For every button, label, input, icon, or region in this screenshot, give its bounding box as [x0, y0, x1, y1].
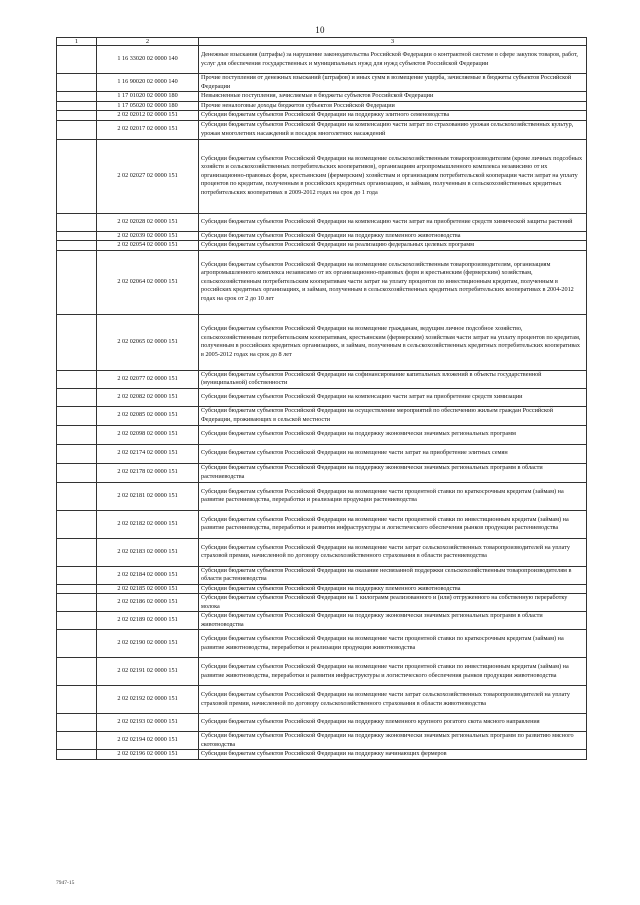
row-empty-cell [57, 566, 97, 584]
description-cell: Субсидии бюджетам субъектов Российской Федерации на возмещение части процентной ставки по инвестиционным кредитам (займам) на развитие растениеводства, переработки и развития инфраструктуры и логистического обеспечения рынков продукции растениеводства [199, 510, 587, 538]
table-row [57, 566, 587, 584]
budget-code-cell: 2 02 02077 02 0000 151 [97, 370, 199, 388]
description-cell: Субсидии бюджетам субъектов Российской Федерации на возмещение части затрат сельскохозяйственных товаропроизводителей на уплату страховой премии, начисленной по договору сельскохозяйственного страхования в области растениеводства [199, 538, 587, 566]
budget-code-cell: 2 02 02192 02 0000 151 [97, 686, 199, 714]
description-cell: Субсидии бюджетам субъектов Российской Федерации на оказание несвязанной поддержки сельскохозяйственным товаропроизводителям в области растениеводства [199, 566, 587, 584]
header-col-1: 1 [57, 38, 97, 46]
budget-code-cell: 2 02 02085 02 0000 151 [97, 406, 199, 425]
row-empty-cell [57, 46, 97, 74]
budget-code-cell: 2 02 02182 02 0000 151 [97, 510, 199, 538]
description-cell: Субсидии бюджетам субъектов Российской Федерации на возмещение части процентной ставки по краткосрочным кредитам (займам) на развитие растениеводства, переработки и реализации продукции растениеводства [199, 482, 587, 510]
row-empty-cell [57, 231, 97, 241]
row-empty-cell [57, 314, 97, 370]
table-row [57, 612, 587, 630]
table-row [57, 314, 587, 370]
budget-code-cell: 2 02 02190 02 0000 151 [97, 630, 199, 658]
budget-code-cell: 2 02 02186 02 0000 151 [97, 594, 199, 612]
row-empty-cell [57, 584, 97, 594]
description-cell: Прочие поступления от денежных взысканий (штрафов) и иных сумм в возмещение ущерба, зачисляемые в бюджеты субъектов Российской Федерации [199, 74, 587, 92]
description-cell: Субсидии бюджетам субъектов Российской Федерации на софинансирование капитальных вложений в объекты государственной (муниципальной) собственности [199, 370, 587, 388]
row-empty-cell [57, 406, 97, 425]
row-empty-cell [57, 241, 97, 251]
budget-code-cell: 2 02 02028 02 0000 151 [97, 213, 199, 231]
budget-code-cell: 2 02 02178 02 0000 151 [97, 463, 199, 482]
row-empty-cell [57, 630, 97, 658]
description-cell: Субсидии бюджетам субъектов Российской Федерации на поддержку элитного семеноводства [199, 111, 587, 121]
document-footer-code: 7947-15 [56, 880, 75, 886]
row-empty-cell [57, 250, 97, 314]
budget-code-cell: 1 17 05020 02 0000 180 [97, 101, 199, 111]
description-cell: Субсидии бюджетам субъектов Российской Федерации на поддержку племенного животноводства [199, 584, 587, 594]
row-empty-cell [57, 92, 97, 102]
row-empty-cell [57, 388, 97, 406]
description-cell: Субсидии бюджетам субъектов Российской Федерации на поддержку экономически значимых региональных программ в области животноводства [199, 612, 587, 630]
description-cell: Прочие неналоговые доходы бюджетов субъектов Российской Федерации [199, 101, 587, 111]
row-empty-cell [57, 612, 97, 630]
description-cell: Невыясненные поступления, зачисляемые в бюджеты субъектов Российской Федерации [199, 92, 587, 102]
description-cell: Субсидии бюджетам субъектов Российской Федерации на компенсацию части затрат по страхованию урожая сельскохозяйственных культур, урожая многолетних насаждений и посадок многолетних насаждений [199, 120, 587, 139]
description-cell: Субсидии бюджетам субъектов Российской Федерации на компенсацию части затрат на приобретение средств химической защиты растений [199, 213, 587, 231]
budget-code-cell: 1 16 33020 02 0000 140 [97, 46, 199, 74]
description-cell: Субсидии бюджетам субъектов Российской Федерации на поддержку начинающих фермеров [199, 750, 587, 760]
description-cell: Субсидии бюджетам субъектов Российской Федерации на поддержку экономически значимых региональных программ в области растениеводства [199, 463, 587, 482]
table-row [57, 658, 587, 686]
table-row [57, 750, 587, 760]
table-row [57, 111, 587, 121]
row-empty-cell [57, 594, 97, 612]
budget-code-cell: 1 16 90020 02 0000 140 [97, 74, 199, 92]
budget-code-cell: 2 02 02174 02 0000 151 [97, 444, 199, 463]
description-cell: Субсидии бюджетам субъектов Российской Федерации на возмещение части затрат на приобретение элитных семян [199, 444, 587, 463]
description-cell: Субсидии бюджетам субъектов Российской Федерации на поддержку племенного животноводства [199, 231, 587, 241]
budget-code-cell: 2 02 02082 02 0000 151 [97, 388, 199, 406]
budget-code-cell: 2 02 02064 02 0000 151 [97, 250, 199, 314]
budget-code-cell: 2 02 02181 02 0000 151 [97, 482, 199, 510]
description-cell: Субсидии бюджетам субъектов Российской Федерации на возмещение части процентной ставки по инвестиционным кредитам (займам) на развитие животноводства, переработки и развития инфраструктуры и логистического обеспечения рынков продукции животноводства [199, 658, 587, 686]
row-empty-cell [57, 425, 97, 444]
budget-code-cell: 2 02 02194 02 0000 151 [97, 732, 199, 750]
row-empty-cell [57, 74, 97, 92]
table-row [57, 594, 587, 612]
budget-code-cell: 2 02 02196 02 0000 151 [97, 750, 199, 760]
row-empty-cell [57, 111, 97, 121]
table-row [57, 250, 587, 314]
table-row [57, 425, 587, 444]
budget-code-cell: 2 02 02189 02 0000 151 [97, 612, 199, 630]
description-cell: Субсидии бюджетам субъектов Российской Федерации на возмещение сельскохозяйственным товаропроизводителям (кроме личных подсобных хозяйств и сельскохозяйственных потребительских кооперативов), организациям агропромышленного комплекса независимо от их организационно-правовых форм, крестьянским (фермерским) хозяйствам и организациям потребительской кооперации части затрат на уплату процентов по кредитам, полученным в российских кредитных организациях, и займам, полученным в сельскохозяйственных кредитных потребительских кооперативах в 2009-2012 годах на срок до 1 года [199, 139, 587, 213]
budget-code-cell: 2 02 02065 02 0000 151 [97, 314, 199, 370]
description-cell: Субсидии бюджетам субъектов Российской Федерации на поддержку экономически значимых региональных программ по развитию мясного скотоводства [199, 732, 587, 750]
row-empty-cell [57, 732, 97, 750]
row-empty-cell [57, 101, 97, 111]
table-row [57, 538, 587, 566]
table-row [57, 370, 587, 388]
budget-code-cell: 2 02 02017 02 0000 151 [97, 120, 199, 139]
budget-code-cell: 2 02 02193 02 0000 151 [97, 714, 199, 732]
table-row [57, 241, 587, 251]
table-row [57, 630, 587, 658]
budget-code-cell: 2 02 02191 02 0000 151 [97, 658, 199, 686]
description-cell: Субсидии бюджетам субъектов Российской Федерации на 1 килограмм реализованного и (или) отгруженного на собственную переработку молока [199, 594, 587, 612]
table-row [57, 101, 587, 111]
table-row [57, 510, 587, 538]
table-row [57, 686, 587, 714]
table-row [57, 714, 587, 732]
page-number: 10 [315, 25, 325, 35]
table-row [57, 46, 587, 74]
row-empty-cell [57, 714, 97, 732]
description-cell: Субсидии бюджетам субъектов Российской Федерации на возмещение части процентной ставки по краткосрочным кредитам (займам) на развитие животноводства, переработки и реализации продукции животноводства [199, 630, 587, 658]
table-row [57, 74, 587, 92]
budget-code-cell: 2 02 02039 02 0000 151 [97, 231, 199, 241]
row-empty-cell [57, 686, 97, 714]
description-cell: Субсидии бюджетам субъектов Российской Федерации на поддержку племенного крупного рогатого скота мясного направления [199, 714, 587, 732]
budget-code-cell: 2 02 02012 02 0000 151 [97, 111, 199, 121]
header-col-3: 3 [199, 38, 587, 46]
budget-code-cell: 2 02 02098 02 0000 151 [97, 425, 199, 444]
row-empty-cell [57, 538, 97, 566]
description-cell: Субсидии бюджетам субъектов Российской Федерации на возмещение гражданам, ведущим личное подсобное хозяйство, сельскохозяйственным потребительским кооперативам, крестьянским (фермерским) хозяйствам части затрат на уплату процентов по кредитам, полученным в российских кредитных организациях, и займам, полученным в сельскохозяйственных кредитных потребительских кооперативах в 2005-2012 годах на срок до 8 лет [199, 314, 587, 370]
description-cell: Субсидии бюджетам субъектов Российской Федерации на возмещение сельскохозяйственным товаропроизводителям, организациям агропромышленного комплекса независимо от их организационно-правовых форм и крестьянским (фермерским) хозяйствам, сельскохозяйственным потребительским кооперативам части затрат на уплату процентов по инвестиционным кредитам, полученным в российских кредитных организациях, и займам, полученным в сельскохозяйственных кредитных потребительских кооперативах в 2004-2012 годах на срок от 2 до 10 лет [199, 250, 587, 314]
description-cell: Субсидии бюджетам субъектов Российской Федерации на возмещение части затрат сельскохозяйственных товаропроизводителей на уплату страховой премии, начисленной по договору сельскохозяйственного страхования в области животноводства [199, 686, 587, 714]
row-empty-cell [57, 444, 97, 463]
budget-code-cell: 2 02 02184 02 0000 151 [97, 566, 199, 584]
budget-code-cell: 1 17 01020 02 0000 180 [97, 92, 199, 102]
budget-code-cell: 2 02 02054 02 0000 151 [97, 241, 199, 251]
table-row [57, 213, 587, 231]
header-col-2: 2 [97, 38, 199, 46]
table-row [57, 120, 587, 139]
row-empty-cell [57, 139, 97, 213]
description-cell: Денежные взыскания (штрафы) за нарушение законодательства Российской Федерации о контрактной системе в сфере закупок товаров, работ, услуг для обеспечения государственных и муниципальных нужд для нужд субъектов Российской Федерации [199, 46, 587, 74]
row-empty-cell [57, 482, 97, 510]
table-row [57, 231, 587, 241]
table-header-row [57, 38, 587, 46]
row-empty-cell [57, 750, 97, 760]
row-empty-cell [57, 370, 97, 388]
table-row [57, 92, 587, 102]
budget-code-cell: 2 02 02183 02 0000 151 [97, 538, 199, 566]
budget-codes-table [56, 37, 587, 760]
table-row [57, 139, 587, 213]
budget-code-cell: 2 02 02027 02 0000 151 [97, 139, 199, 213]
row-empty-cell [57, 213, 97, 231]
table-row [57, 584, 587, 594]
row-empty-cell [57, 120, 97, 139]
row-empty-cell [57, 510, 97, 538]
budget-code-cell: 2 02 02185 02 0000 151 [97, 584, 199, 594]
table-row [57, 732, 587, 750]
row-empty-cell [57, 463, 97, 482]
description-cell: Субсидии бюджетам субъектов Российской Федерации на поддержку экономически значимых региональных программ [199, 425, 587, 444]
table-row [57, 463, 587, 482]
table-row [57, 482, 587, 510]
table-row [57, 388, 587, 406]
description-cell: Субсидии бюджетам субъектов Российской Федерации на осуществление мероприятий по обеспечению жильем граждан Российской Федерации, проживающих в сельской местности [199, 406, 587, 425]
table-row [57, 406, 587, 425]
table-row [57, 444, 587, 463]
description-cell: Субсидии бюджетам субъектов Российской Федерации на компенсацию части затрат на приобретение средств химизации [199, 388, 587, 406]
description-cell: Субсидии бюджетам субъектов Российской Федерации на реализацию федеральных целевых программ [199, 241, 587, 251]
row-empty-cell [57, 658, 97, 686]
